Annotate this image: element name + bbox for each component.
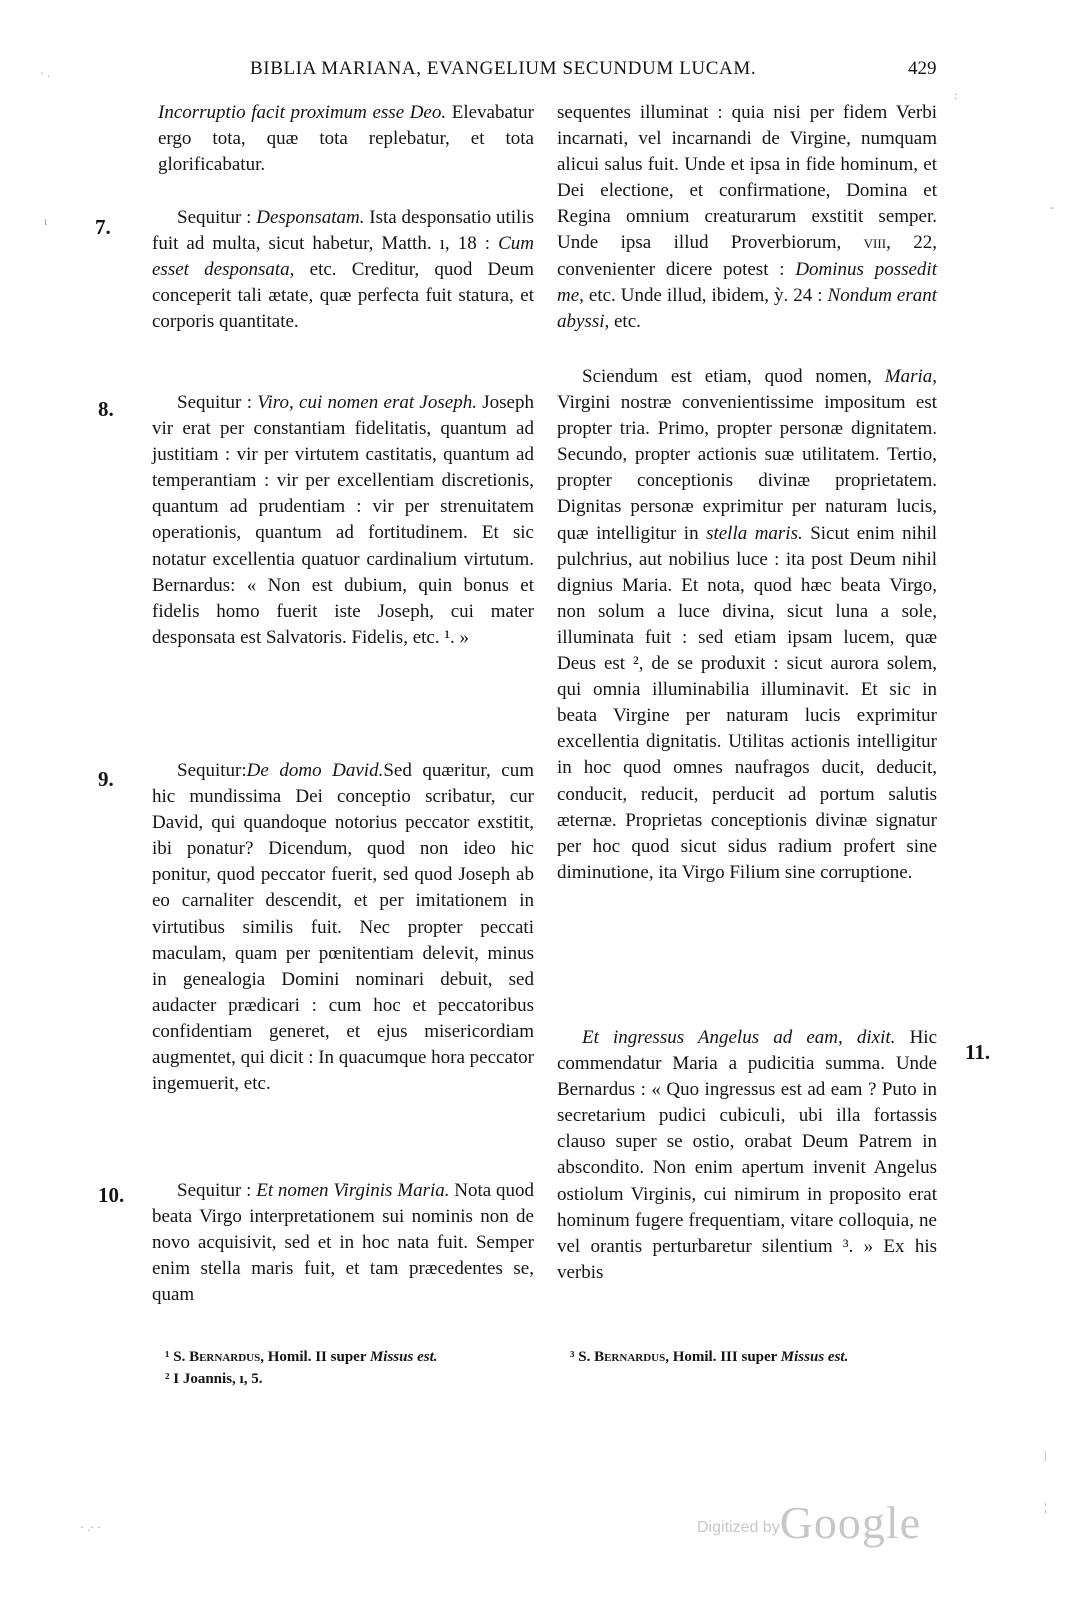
paragraph-name-maria: Sciendum est etiam, quod nomen, Maria, Virgini nostræ convenientissime impositum est propter tria. Primo, propter personæ dignitatem. Secundo, propter actionis suæ utilitatem. Tertio, propter conceptionis divinæ proprietatem. Dignitas personæ exprimitur per naturam lucis, quæ intelligitur in stella maris. Sicut enim nihil pulchrius, aut nobilius luce : ita post Deum nihil dignius Maria. Et nota, quod hæc beata Virgo, non solum a luce divina, sicut luna a sole, illuminata fuit : sed etiam ipsam lucem, quæ Deus est ², de se produxit : sicut aurora solem, qui omnia illuminabilia illuminavit. Et sic in beata Virgine per naturam lucis exprimitur excellentia dignitatis. Utilitas actionis intelligitur in hoc quod omnes naufragos ducit, deducit, conducit, reducit, perducit ad portum salutis æternæ. Proprietas conceptionis divinæ signatur per hoc quod sicut sidus radium profert sine diminutione, ita Virgo Filium sine corruptione.: [557, 366, 938, 883]
margin-number-10: 10.: [98, 1183, 125, 1207]
scan-speck: · .· ·: [80, 1520, 101, 1534]
paragraph-verse-10: Sequitur : Et nomen Virginis Maria. Nota quod beata Virgo interpretationem sui nominis non de novo acquisivit, sed et in hoc nata fuit. Semper enim stella maris fuit, et tam præcedentes se, quam: [152, 1180, 535, 1306]
margin-number-8: 8.: [98, 397, 114, 421]
footnote-2: ² I Joannis, ı, 5.: [165, 1371, 263, 1387]
scan-speck: -: [1050, 200, 1054, 214]
paragraph-verse-11: Et ingressus Angelus ad eam, dixit. Hic commendatur Maria a pudicitia summa. Unde Bernardus : « Quo ingressus est ad eam ? Puto in secretarium pudici cubiculi, ubi illa fortassis clauso super se ostio, orabat Deum Patrem in abscondito. Non enim apertum invenit Angelus ostiolum Virginis, cui nimirum in proposito erat hominum fugere frequentiam, vitare colloquia, ne vel orantis perturbaretur silentium ³. » Ex his verbis: [557, 1027, 938, 1283]
footnote-3: ³ S. Bernardus, Homil. III super Missus est.: [570, 1349, 849, 1365]
footnote-1: ¹ S. Bernardus, Homil. II super Missus est.: [165, 1349, 438, 1365]
scan-speck: ¦: [1044, 1500, 1047, 1514]
page-number: 429: [908, 58, 937, 79]
margin-number-9: 9.: [98, 767, 114, 791]
watermark-small-text: Digitized by: [697, 1519, 780, 1536]
scan-speck: ι: [44, 214, 48, 228]
paragraph-continued: Incorruptio facit proximum esse Deo. Elevabatur ergo tota, quæ tota replebatur, et tota glorificabatur.: [158, 102, 535, 176]
google-logo: Google: [779, 1497, 922, 1548]
scan-speck: :: [954, 88, 958, 102]
paragraph-verse-8: Sequitur : Viro, cui nomen erat Joseph. Joseph vir erat per constantiam fidelitatis, quantum ad justitiam : vir per virtutem castitatis, quantum ad temperantiam : vir per excellentiam discretionis, quantum ad prudentiam : vir per strenuitatem operationis, quantum ad fortitudinem. Et sic notatur excellentia quatuor cardinalium virtutum. Bernardus: « Non est dubium, quin bonus et fidelis homo fuerit iste Joseph, cui mater desponsata est Salvatoris. Fidelis, etc. ¹. »: [152, 392, 534, 648]
scan-speck: · .: [40, 66, 50, 80]
scan-speck: |: [1044, 1448, 1047, 1462]
paragraph-right-continued: sequentes illuminat : quia nisi per fidem Verbi incarnati, vel incarnandi de Virgine, numquam alicui salus fuit. Unde et ipsa in fide hominum, et Dei electione, et confirmatione, Domina et Regina omnium creaturarum exstitit semper. Unde ipsa illud Proverbiorum, viii, 22, convenienter dicere potest : Dominus possedit me, etc. Unde illud, ibidem, ỳ. 24 : Nondum erant abyssi, etc.: [557, 102, 938, 332]
paragraph-verse-9: Sequitur:De domo David.Sed quæritur, cum hic mundissima Dei conceptio scribatur, cur David, qui quandoque notorius peccator exstitit, ibi ponatur? Dicendum, quod non ideo hic ponitur, quod peccator fuerit, sed quod Joseph ab eo carnaliter descendit, et per imitationem in virtutibus similis fuit. Nec propter peccati maculam, quam per pœnitentiam delevit, minus in genealogia Domini nominari debuit, sed audacter prædicari : cum hoc et peccatoribus confidentiam generet, et ejus misericordiam augmentet, qui dicit : In quacumque hora peccator ingemuerit, etc.: [152, 760, 534, 1095]
margin-number-11: 11.: [965, 1040, 991, 1064]
paragraph-verse-7: Sequitur : Desponsatam. Ista desponsatio utilis fuit ad multa, sicut habetur, Matth. ı, 18 : Cum esset desponsata, etc. Creditur, quod Deum conceperit tali ætate, quæ perfecta fuit statura, et corporis quantitate.: [152, 207, 535, 333]
running-header: BIBLIA MARIANA, EVANGELIUM SECUNDUM LUCAM.: [250, 58, 757, 79]
margin-number-7: 7.: [95, 215, 111, 239]
digitization-watermark: [697, 1496, 921, 1549]
